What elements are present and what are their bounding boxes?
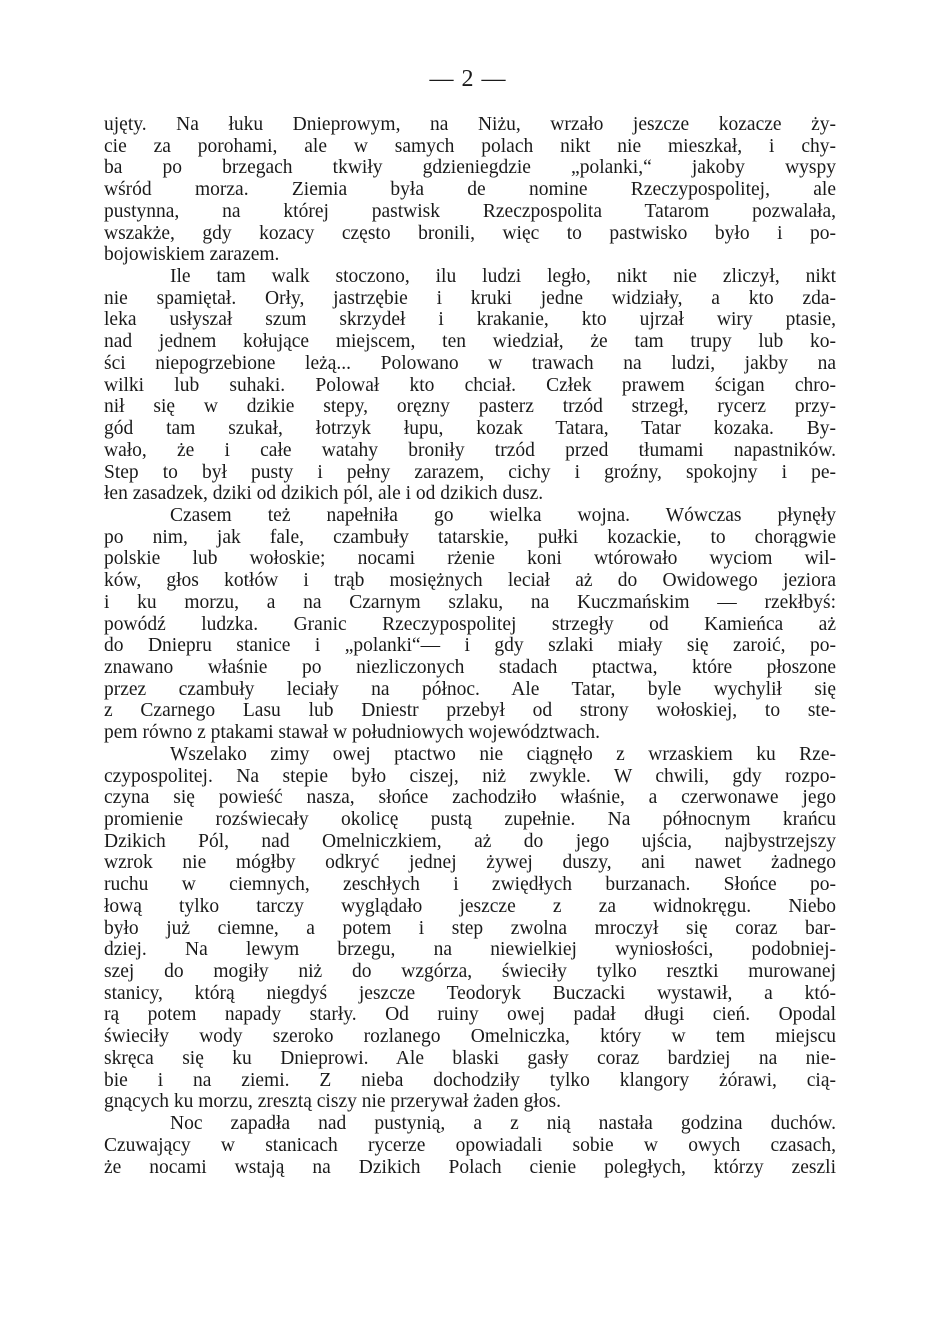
text-line: pem równo z ptakami stawał w południowych województwach. bbox=[104, 722, 601, 744]
text-line: po nim, jak fale, czambuły tatarskie, pułki kozackie, to chorągwie bbox=[104, 526, 836, 548]
text-line: przez czambuły leciały na północ. Ale Tatar, byle wychylił się bbox=[104, 678, 836, 700]
text-line: nie spamiętał. Orły, jastrzębie i kruki jedne widziały, a kto zda- bbox=[104, 287, 836, 309]
text-line: Czasem też napełniła go wielka wojna. Wówczas płynęły bbox=[170, 504, 836, 526]
text-line: wśród morza. Ziemia była de nomine Rzeczypospolitej, ale bbox=[104, 179, 836, 201]
text-line: Step to był pusty i pełny zarazem, cichy i groźny, spokojny i pe- bbox=[104, 461, 836, 483]
text-line: że nocami wstają na Dzikich Polach cienie poległych, którzy zeszli bbox=[104, 1156, 836, 1178]
text-line: wszakże, gdy kozacy często bronili, więc to pastwisko było i po- bbox=[104, 222, 836, 244]
text-line: łen zasadzek, dziki od dzikich pól, ale i od dzikich dusz. bbox=[104, 483, 544, 505]
text-line: gnących ku morzu, zresztą ciszy nie przerywał żaden głos. bbox=[104, 1091, 561, 1113]
text-line: gód tam szukał, łotrzyk łupu, kozak Tatara, Tatar kozaka. By- bbox=[104, 418, 836, 440]
text-line: było już ciemne, a potem i step zwolna mroczył się coraz bar- bbox=[104, 917, 836, 939]
text-line: ści niepogrzebione leżą... Polowano w trawach na ludzi, jakby na bbox=[104, 352, 836, 374]
text-line: szej do mogiły niż do wzgórza, świeciły tylko resztki murowanej bbox=[104, 961, 836, 983]
text-line: pustynna, na której pastwisk Rzeczpospolita Tatarom pozwalała, bbox=[104, 200, 836, 222]
text-line: Noc zapadła nad pustynią, a z nią nastała godzina duchów. bbox=[170, 1113, 836, 1135]
text-line: ba po brzegach tkwiły gdzieniegdzie „polanki,“ jakoby wyspy bbox=[104, 157, 836, 179]
text-line: znawano właśnie po niezliczonych stadach ptactwa, które płoszone bbox=[104, 656, 836, 678]
text-line: ków, głos kotłów i trąb mosiężnych leciał aż do Owidowego jeziora bbox=[104, 570, 836, 592]
text-line: polskie lub wołoskie; nocami rżenie koni wtórowało wyciom wil- bbox=[104, 548, 836, 570]
text-line: ujęty. Na łuku Dnieprowym, na Niżu, wrzało jeszcze kozacze ży- bbox=[104, 114, 836, 135]
text-line: z Czarnego Lasu lub Dniestr przebył od strony wołoskiej, to ste- bbox=[104, 700, 836, 722]
text-line: Wszelako zimy owej ptactwo nie ciągnęło z wrzaskiem ku Rze- bbox=[170, 743, 836, 765]
text-line: dziej. Na lewym brzegu, na niewielkiej wyniosłości, podobniej- bbox=[104, 939, 836, 961]
text-line: Czuwający w stanicach rycerze opowiadali sobie w owych czasach, bbox=[104, 1134, 836, 1156]
text-line: nad jednem kołujące miejscem, ten wiedział, że tam trupy lub ko- bbox=[104, 331, 836, 353]
text-line: Ile tam walk stoczono, ilu ludzi legło, nikt nie zliczył, nikt bbox=[170, 266, 836, 288]
text-line: nił się w dzikie stepy, oręzny pasterz trzód strzegł, rycerz przy- bbox=[104, 396, 836, 418]
text-line: i ku morzu, a na Czarnym szlaku, na Kuczmańskim — rzekłbyś: bbox=[104, 591, 836, 613]
text-line: wilki lub suhaki. Polował kto chciał. Człek prawem ścigan chro- bbox=[104, 374, 836, 396]
body-text bbox=[104, 114, 836, 1178]
text-line: wało, że i całe watahy broniły trzód przed tłumami napastników. bbox=[104, 439, 836, 461]
text-line: do Dniepru stanice i „polanki“— i gdy szlaki miały się zaroić, po- bbox=[104, 635, 836, 657]
text-line: stanicy, którą niegdyś jeszcze Teodoryk Buczacki wystawił, a któ- bbox=[104, 982, 836, 1004]
text-line: ruchu w ciemnych, zeschłych i zwiędłych burzanach. Słońce po- bbox=[104, 874, 836, 896]
text-line: skręca się ku Dnieprowi. Ale blaski gasły coraz bardziej na nie- bbox=[104, 1047, 836, 1069]
text-line: leka usłyszał szum skrzydeł i krakanie, kto ujrzał wiry ptasie, bbox=[104, 309, 836, 331]
text-line: łową tylko tarczy wyglądało jeszcze z za widnokręgu. Niebo bbox=[104, 895, 836, 917]
text-line: bie i na ziemi. Z nieba dochodziły tylko klangory żórawi, cią- bbox=[104, 1069, 836, 1091]
text-line: rą potem napady starły. Od ruiny owej padał długi cień. Opodal bbox=[104, 1004, 836, 1026]
text-line: świeciły wody szeroko rozlanego Omelniczka, który w tem miejscu bbox=[104, 1026, 836, 1048]
text-line: promienie rozświecały okolicę pustą zupełnie. Na północnym krańcu bbox=[104, 809, 836, 830]
text-line: Dzikich Pól, nad Omelniczkiem, aż do jego ujścia, najbystrzejszy bbox=[104, 830, 836, 852]
text-line: powódź ludzka. Granic Rzeczypospolitej strzegły od Kamieńca aż bbox=[104, 613, 836, 635]
text-line: wzrok nie mógłby odkryć jednej żywej duszy, ani nawet żadnego bbox=[104, 852, 836, 874]
text-line: czypospolitej. Na stepie było ciszej, niż zwykle. W chwili, gdy rozpo- bbox=[104, 765, 836, 787]
text-line: bojowiskiem zarazem. bbox=[104, 244, 280, 266]
text-line: cie za porohami, ale w samych polach nikt nie mieszkał, i chy- bbox=[104, 135, 836, 157]
text-line: czyna się powieść nasza, słońce zachodziło właśnie, a czerwonawe jego bbox=[104, 787, 836, 809]
page-number: — 2 — bbox=[429, 66, 507, 92]
